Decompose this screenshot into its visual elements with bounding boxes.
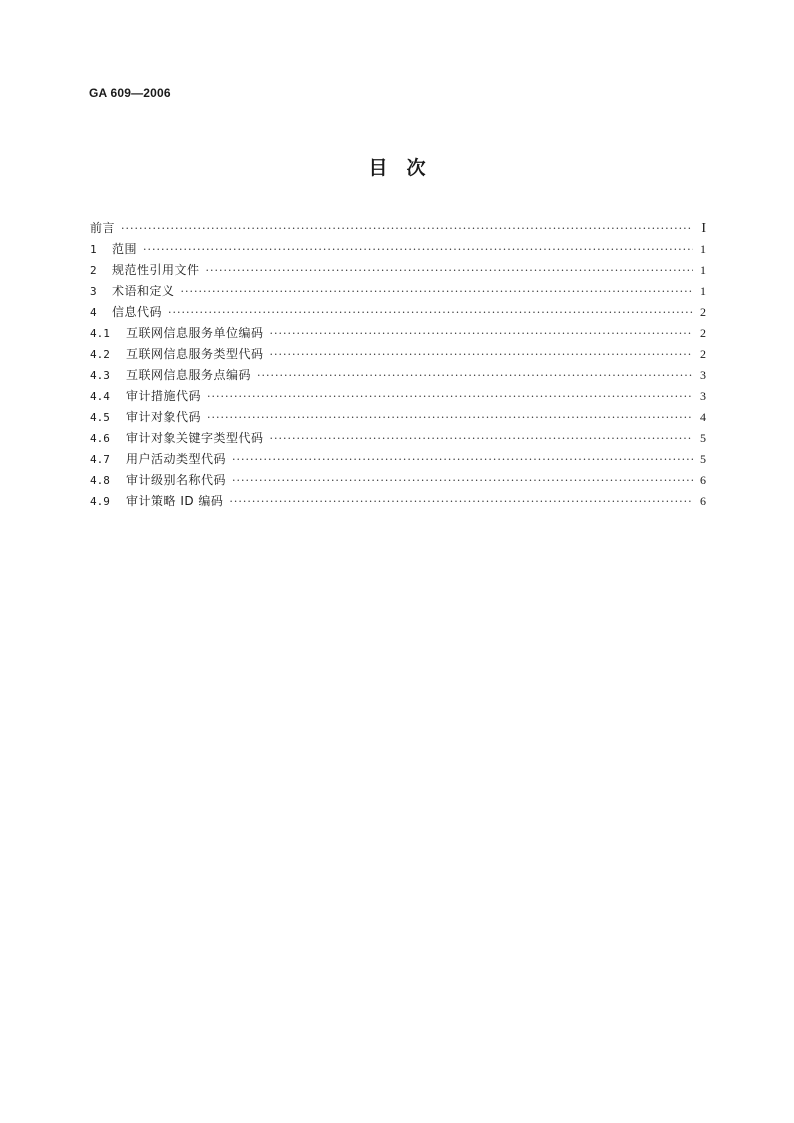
toc-entry-2[interactable] xyxy=(90,260,706,281)
toc-entry-number: 4.2 xyxy=(90,348,110,361)
toc-entry-number: 4.7 xyxy=(90,453,110,466)
toc-entry-page: 1 xyxy=(700,284,706,298)
toc-entry-4-1[interactable] xyxy=(90,323,706,344)
toc-entry-label: 用户活动类型代码 xyxy=(126,452,227,466)
toc-entry-number: 4.3 xyxy=(90,369,110,382)
toc-entry-number: 4.5 xyxy=(90,411,110,424)
toc-entry-label: 审计策略 ID 编码 xyxy=(126,494,224,508)
toc-entry-number: 1 xyxy=(90,243,97,256)
toc-title: 目 次 xyxy=(368,157,426,179)
toc-entry-label: 互联网信息服务点编码 xyxy=(126,368,252,382)
toc-entry-4-2[interactable] xyxy=(90,344,706,365)
toc-entry-4-7[interactable] xyxy=(90,449,706,470)
toc-entry-label: 审计对象代码 xyxy=(126,410,202,424)
toc-entry-label: 规范性引用文件 xyxy=(112,263,200,277)
dot-leader xyxy=(168,302,693,323)
toc-entry-foreword[interactable] xyxy=(90,218,706,239)
document-code: GA 609—2006 xyxy=(89,86,171,100)
toc-entry-label: 审计级别名称代码 xyxy=(126,473,227,487)
toc-entry-page: 2 xyxy=(700,347,706,361)
toc-entry-4-5[interactable] xyxy=(90,407,706,428)
dot-leader xyxy=(181,281,693,302)
toc-entry-label: 前言 xyxy=(90,221,116,235)
dot-leader xyxy=(232,470,693,491)
toc-entry-number: 4.9 xyxy=(90,495,110,508)
dot-leader xyxy=(270,344,693,365)
toc-entry-label: 范围 xyxy=(112,242,138,256)
toc-entry-label: 术语和定义 xyxy=(112,284,175,298)
toc-entry-number: 4.1 xyxy=(90,327,110,340)
dot-leader xyxy=(206,260,693,281)
toc-entry-number: 3 xyxy=(90,285,97,298)
toc-entry-4[interactable] xyxy=(90,302,706,323)
dot-leader xyxy=(257,365,693,386)
toc-entry-label: 审计对象关键字类型代码 xyxy=(126,431,264,445)
toc-entry-number: 4.4 xyxy=(90,390,110,403)
toc-entry-page: 3 xyxy=(700,389,706,403)
toc-entry-page: 5 xyxy=(700,452,706,466)
table-of-contents xyxy=(90,218,706,512)
toc-entry-number: 4.8 xyxy=(90,474,110,487)
toc-entry-label: 审计措施代码 xyxy=(126,389,202,403)
toc-entry-page: 1 xyxy=(700,263,706,277)
toc-entry-number: 4 xyxy=(90,306,97,319)
dot-leader xyxy=(270,323,693,344)
toc-entry-number: 4.6 xyxy=(90,432,110,445)
dot-leader xyxy=(143,239,693,260)
toc-entry-page: 1 xyxy=(700,242,706,256)
toc-entry-page: 2 xyxy=(700,326,706,340)
dot-leader xyxy=(121,218,693,239)
dot-leader xyxy=(232,449,693,470)
toc-entry-label: 互联网信息服务单位编码 xyxy=(126,326,264,340)
dot-leader xyxy=(207,386,693,407)
toc-entry-label: 互联网信息服务类型代码 xyxy=(126,347,264,361)
toc-entry-label: 信息代码 xyxy=(112,305,163,319)
toc-entry-page: 2 xyxy=(700,305,706,319)
toc-entry-page: 5 xyxy=(700,431,706,445)
toc-entry-number: 2 xyxy=(90,264,97,277)
toc-entry-4-3[interactable] xyxy=(90,365,706,386)
dot-leader xyxy=(229,491,693,512)
toc-entry-1[interactable] xyxy=(90,239,706,260)
toc-entry-page: 3 xyxy=(700,368,706,382)
toc-entry-page: 6 xyxy=(700,473,706,487)
dot-leader xyxy=(270,428,693,449)
toc-entry-page: 4 xyxy=(700,410,706,424)
toc-entry-4-9[interactable] xyxy=(90,491,706,512)
toc-entry-4-6[interactable] xyxy=(90,428,706,449)
toc-entry-page: I xyxy=(701,221,706,236)
toc-entry-page: 6 xyxy=(700,494,706,508)
toc-entry-4-8[interactable] xyxy=(90,470,706,491)
toc-entry-3[interactable] xyxy=(90,281,706,302)
toc-entry-4-4[interactable] xyxy=(90,386,706,407)
dot-leader xyxy=(207,407,693,428)
